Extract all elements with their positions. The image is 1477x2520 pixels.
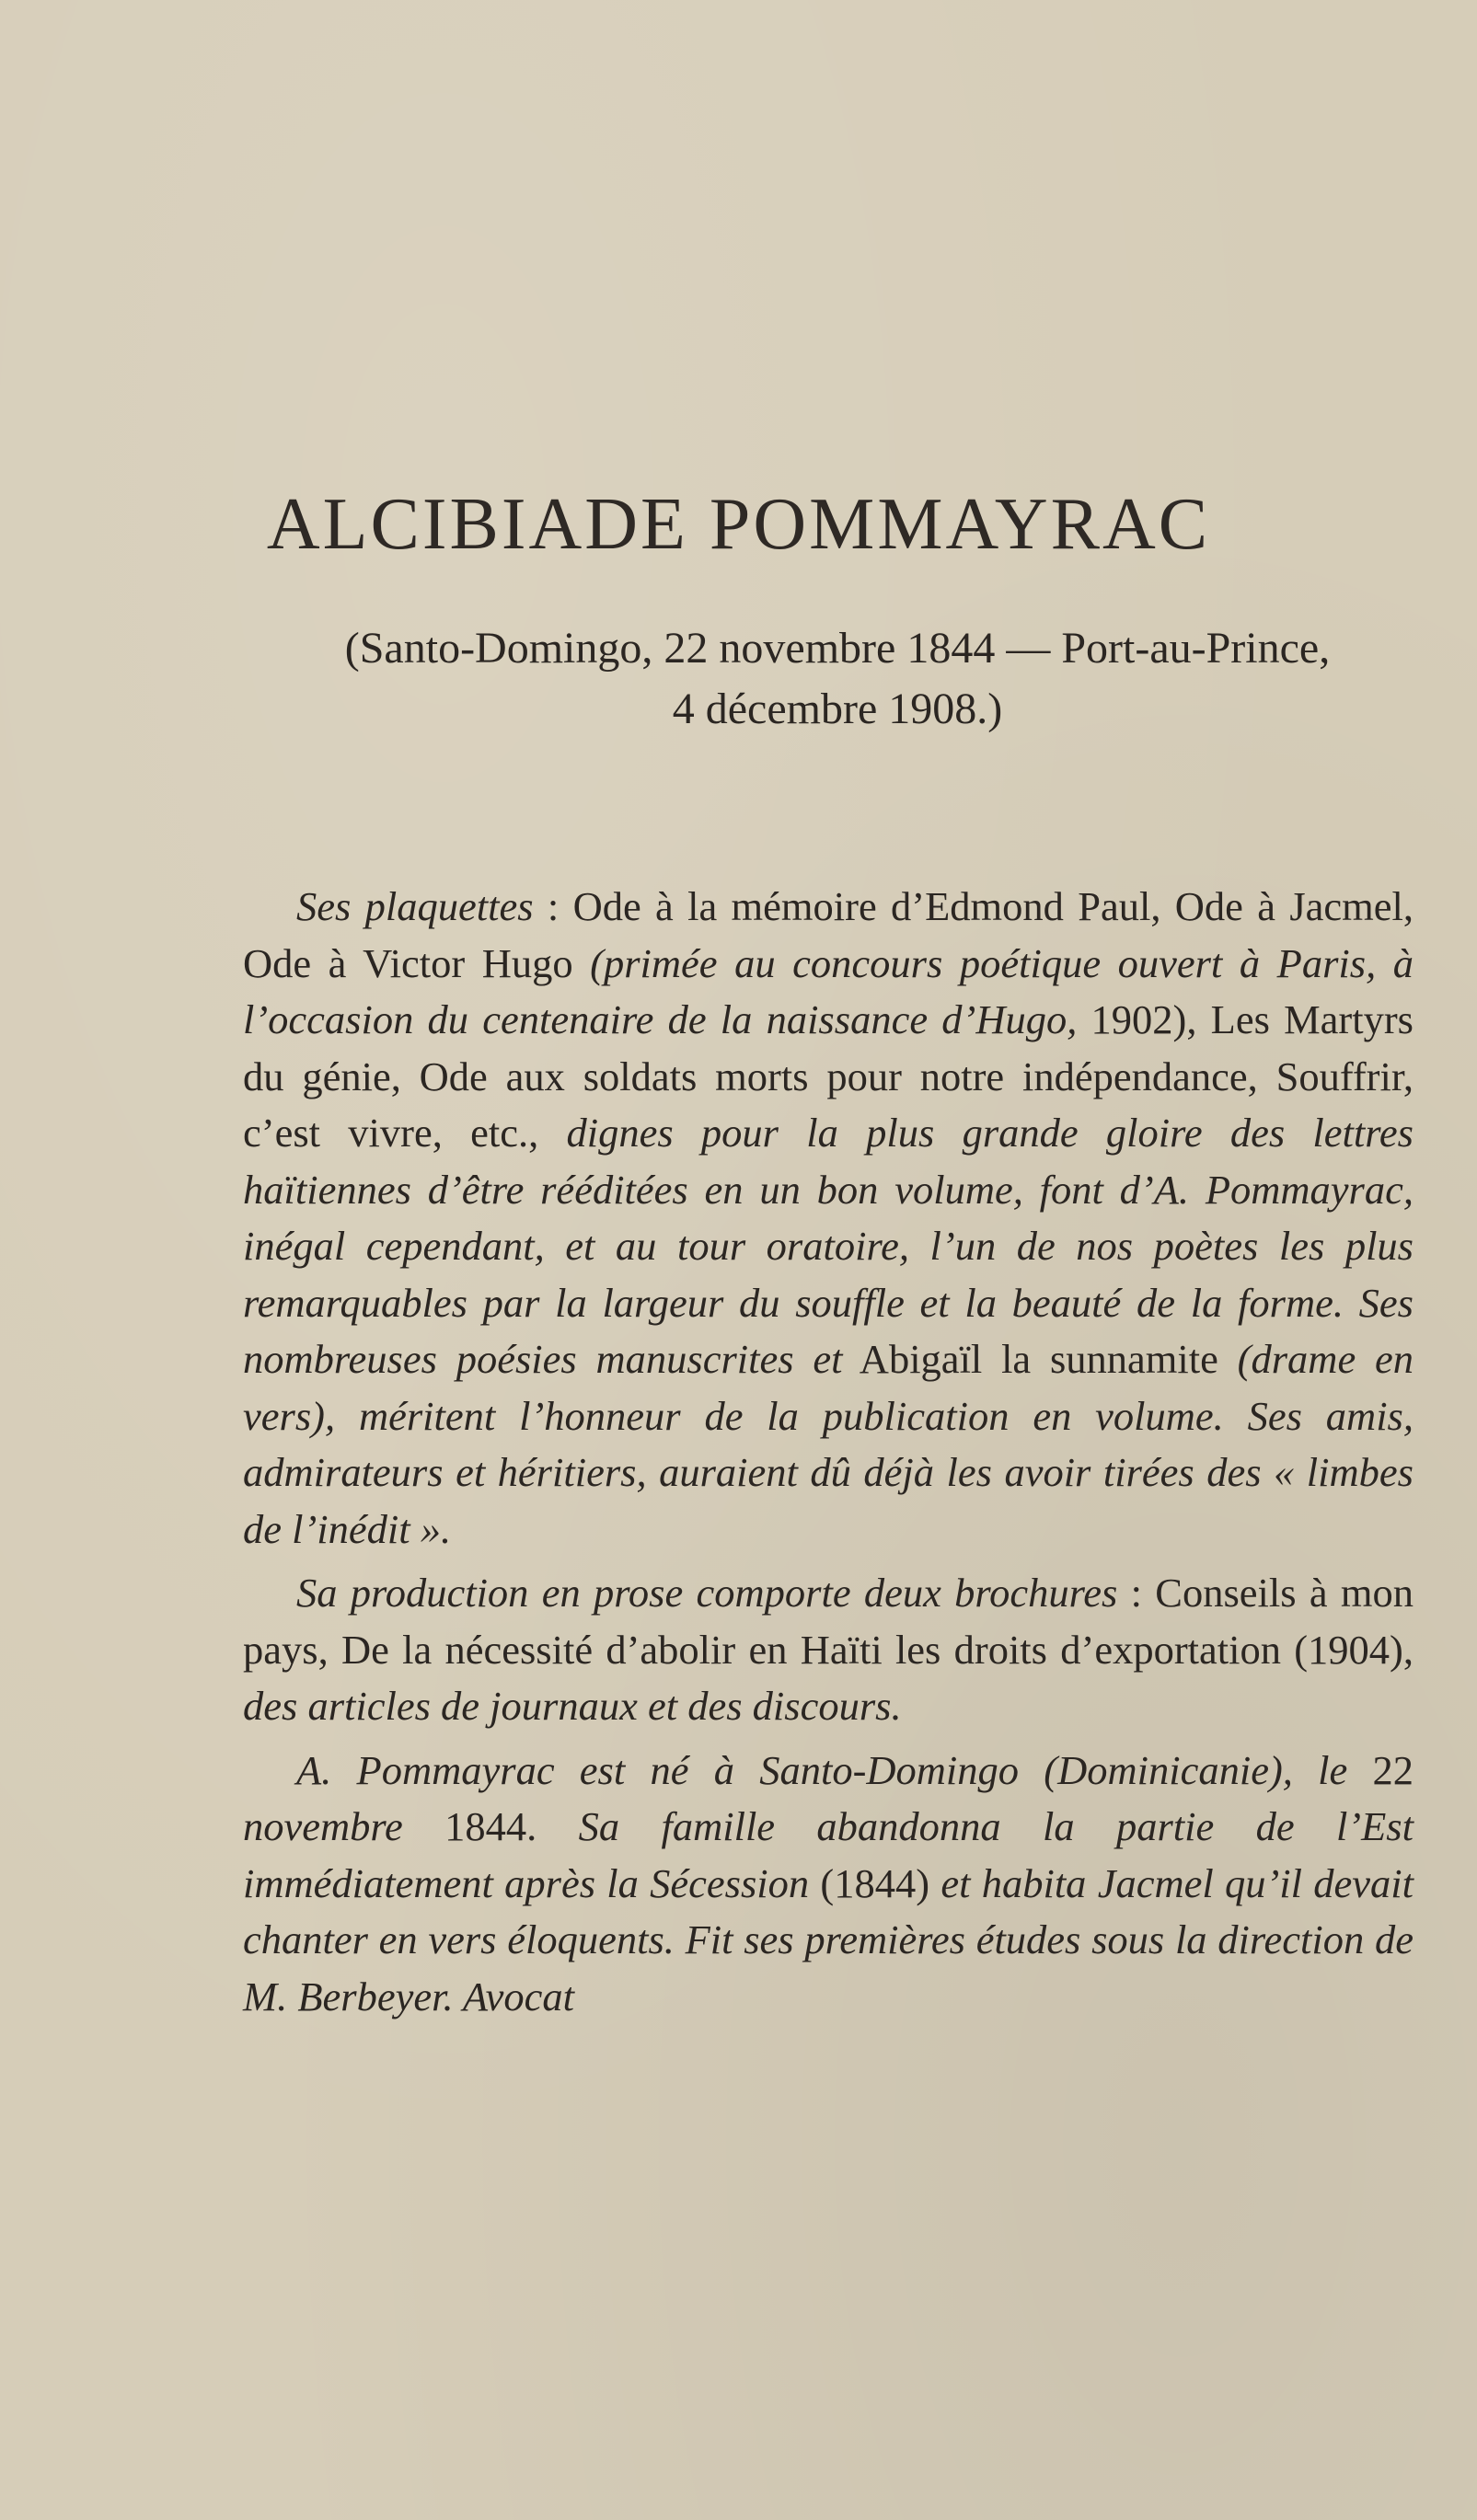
italic-text-segment: Ses plaquettes: [296, 883, 534, 929]
italic-text-segment: (primée au concours poétique ouvert à Paris, à l’occasion du centenaire de la naissance d’Hugo,: [243, 939, 1414, 1042]
italic-text-segment: des articles de journaux et des discours.: [243, 1683, 902, 1729]
text-segment: 1902), Les Martyrs du génie, Ode aux soldats morts pour notre indépendance, Souffrir, c’est vivre, etc.,: [243, 996, 1414, 1156]
italic-text-segment: Sa production en prose comporte deux brochures: [296, 1570, 1118, 1616]
text-segment: [335, 1393, 359, 1439]
paragraph-prose: [243, 1565, 1414, 1735]
text-segment: (1844): [809, 1859, 941, 1906]
paragraph-biography: [243, 1743, 1414, 2026]
life-dates-line-2: 4 décembre 1908.): [672, 685, 1003, 733]
page-title: ALCIBIADE POMMAYRAC: [266, 484, 1211, 565]
italic-text-segment: novembre: [243, 1803, 403, 1849]
text-segment: : Ode à la mémoire d’Edmond Paul, Ode à Jacmel, Ode à Victor Hugo: [243, 883, 1414, 986]
biography-text: [243, 879, 1414, 2032]
text-segment: Abigaïl la sunnamite: [842, 1336, 1238, 1382]
italic-text-segment: Sa famille abandonna la partie de l’Est immédiatement après la Sécession: [243, 1803, 1414, 1906]
text-segment: : Conseils à mon pays, De la nécessité d’abolir en Haïti les droits d’exportation (1904),: [243, 1570, 1414, 1673]
life-dates-line-1: (Santo-Domingo, 22 novembre 1844 — Port-au-Prince,: [344, 624, 1331, 673]
life-dates: [239, 618, 1436, 740]
italic-text-segment: méritent l’honneur de la publication en volume. Ses amis, admirateurs et héritiers, auraient dû déjà les avoir tirées des « limbes de l’inédit ».: [243, 1392, 1414, 1552]
italic-text-segment: dignes pour la plus grande gloire des lettres haïtiennes d’être rééditées en un bon volume, font d’A. Pommayrac, inégal cependant, et au tour oratoire, l’un de nos poètes les plus remarquables par la largeur du souffle et la beauté de la forme. Ses nombreuses poésies manuscrites et: [243, 1110, 1414, 1382]
italic-text-segment: et habita Jacmel qu’il devait chanter en vers éloquents. Fit ses premières études sous la direction de M. Berbeyer. Avocat: [243, 1859, 1414, 2019]
paragraph-works: [243, 879, 1414, 1558]
text-segment: 22: [1347, 1746, 1414, 1793]
italic-text-segment: (drame en vers),: [243, 1336, 1414, 1439]
italic-text-segment: A. Pommayrac est né à Santo-Domingo (Dominicanie), le: [296, 1746, 1348, 1793]
text-segment: 1844.: [402, 1803, 579, 1849]
